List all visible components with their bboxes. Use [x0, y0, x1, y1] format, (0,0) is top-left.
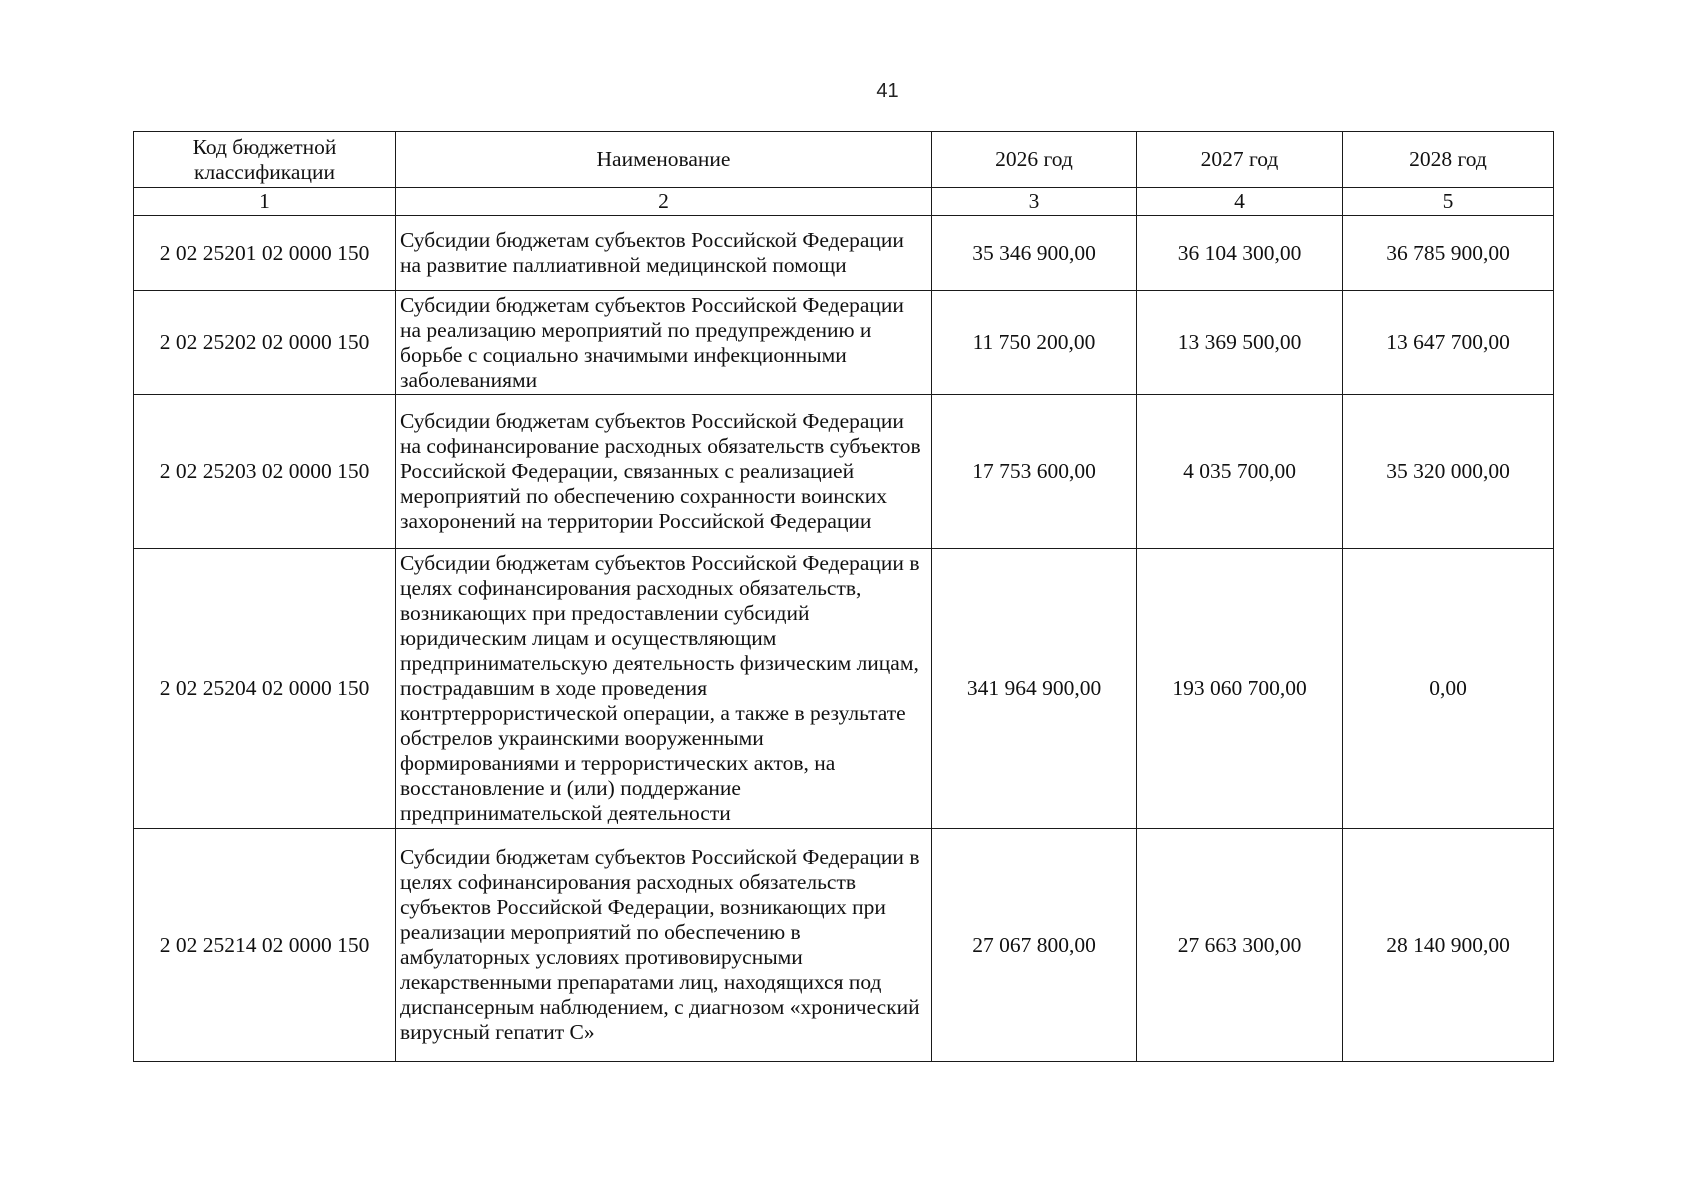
column-number: 3: [932, 188, 1137, 216]
amount-2027-cell: 36 104 300,00: [1137, 216, 1343, 291]
column-number: 2: [396, 188, 932, 216]
amount-2028-cell: 28 140 900,00: [1343, 829, 1554, 1062]
budget-code-cell: 2 02 25202 02 0000 150: [134, 291, 396, 395]
header-year-2028: 2028 год: [1343, 132, 1554, 188]
table-row: [134, 395, 1554, 549]
name-cell: Субсидии бюджетам субъектов Российской Федерации на софинансирование расходных обязательств субъектов Российской Федерации, связанных с реализацией мероприятий по обеспечению сохранности воинских захоронений на территории Российской Федерации: [396, 395, 932, 549]
amount-2028-cell: 13 647 700,00: [1343, 291, 1554, 395]
amount-2028-cell: 0,00: [1343, 549, 1554, 829]
amount-2028-cell: 36 785 900,00: [1343, 216, 1554, 291]
amount-2026-cell: 341 964 900,00: [932, 549, 1137, 829]
budget-code-cell: 2 02 25201 02 0000 150: [134, 216, 396, 291]
amount-2027-cell: 193 060 700,00: [1137, 549, 1343, 829]
budget-table: [133, 131, 1554, 1062]
amount-2027-cell: 27 663 300,00: [1137, 829, 1343, 1062]
amount-2026-cell: 35 346 900,00: [932, 216, 1137, 291]
table-row: [134, 549, 1554, 829]
table-row: [134, 291, 1554, 395]
name-cell: Субсидии бюджетам субъектов Российской Федерации на реализацию мероприятий по предупреждению и борьбе с социально значимыми инфекционными заболеваниями: [396, 291, 932, 395]
name-cell: Субсидии бюджетам субъектов Российской Федерации на развитие паллиативной медицинской помощи: [396, 216, 932, 291]
header-year-2027: 2027 год: [1137, 132, 1343, 188]
budget-code-cell: 2 02 25214 02 0000 150: [134, 829, 396, 1062]
column-number-row: [134, 188, 1554, 216]
amount-2026-cell: 17 753 600,00: [932, 395, 1137, 549]
amount-2026-cell: 27 067 800,00: [932, 829, 1137, 1062]
column-number: 5: [1343, 188, 1554, 216]
table-header-row: [134, 132, 1554, 188]
column-number: 1: [134, 188, 396, 216]
amount-2027-cell: 4 035 700,00: [1137, 395, 1343, 549]
page-number: 41: [876, 80, 899, 102]
amount-2028-cell: 35 320 000,00: [1343, 395, 1554, 549]
name-cell: Субсидии бюджетам субъектов Российской Федерации в целях софинансирования расходных обязательств, возникающих при предоставлении субсидий юридическим лицам и осуществляющим предпринимательскую деятельность физическим лицам, пострадавшим в ходе проведения контртеррористической операции, а также в результате обстрелов украинскими вооруженными формированиями и террористических актов, на восстановление и (или) поддержание предпринимательской деятельности: [396, 549, 932, 829]
table-row: [134, 829, 1554, 1062]
budget-code-cell: 2 02 25203 02 0000 150: [134, 395, 396, 549]
amount-2026-cell: 11 750 200,00: [932, 291, 1137, 395]
table-row: [134, 216, 1554, 291]
budget-code-cell: 2 02 25204 02 0000 150: [134, 549, 396, 829]
header-year-2026: 2026 год: [932, 132, 1137, 188]
amount-2027-cell: 13 369 500,00: [1137, 291, 1343, 395]
column-number: 4: [1137, 188, 1343, 216]
header-name: Наименование: [396, 132, 932, 188]
header-code: Код бюджетной классификации: [134, 132, 396, 188]
name-cell: Субсидии бюджетам субъектов Российской Федерации в целях софинансирования расходных обязательств субъектов Российской Федерации, возникающих при реализации мероприятий по обеспечению в амбулаторных условиях противовирусными лекарственными препаратами лиц, находящихся под диспансерным наблюдением, с диагнозом «хронический вирусный гепатит С»: [396, 829, 932, 1062]
